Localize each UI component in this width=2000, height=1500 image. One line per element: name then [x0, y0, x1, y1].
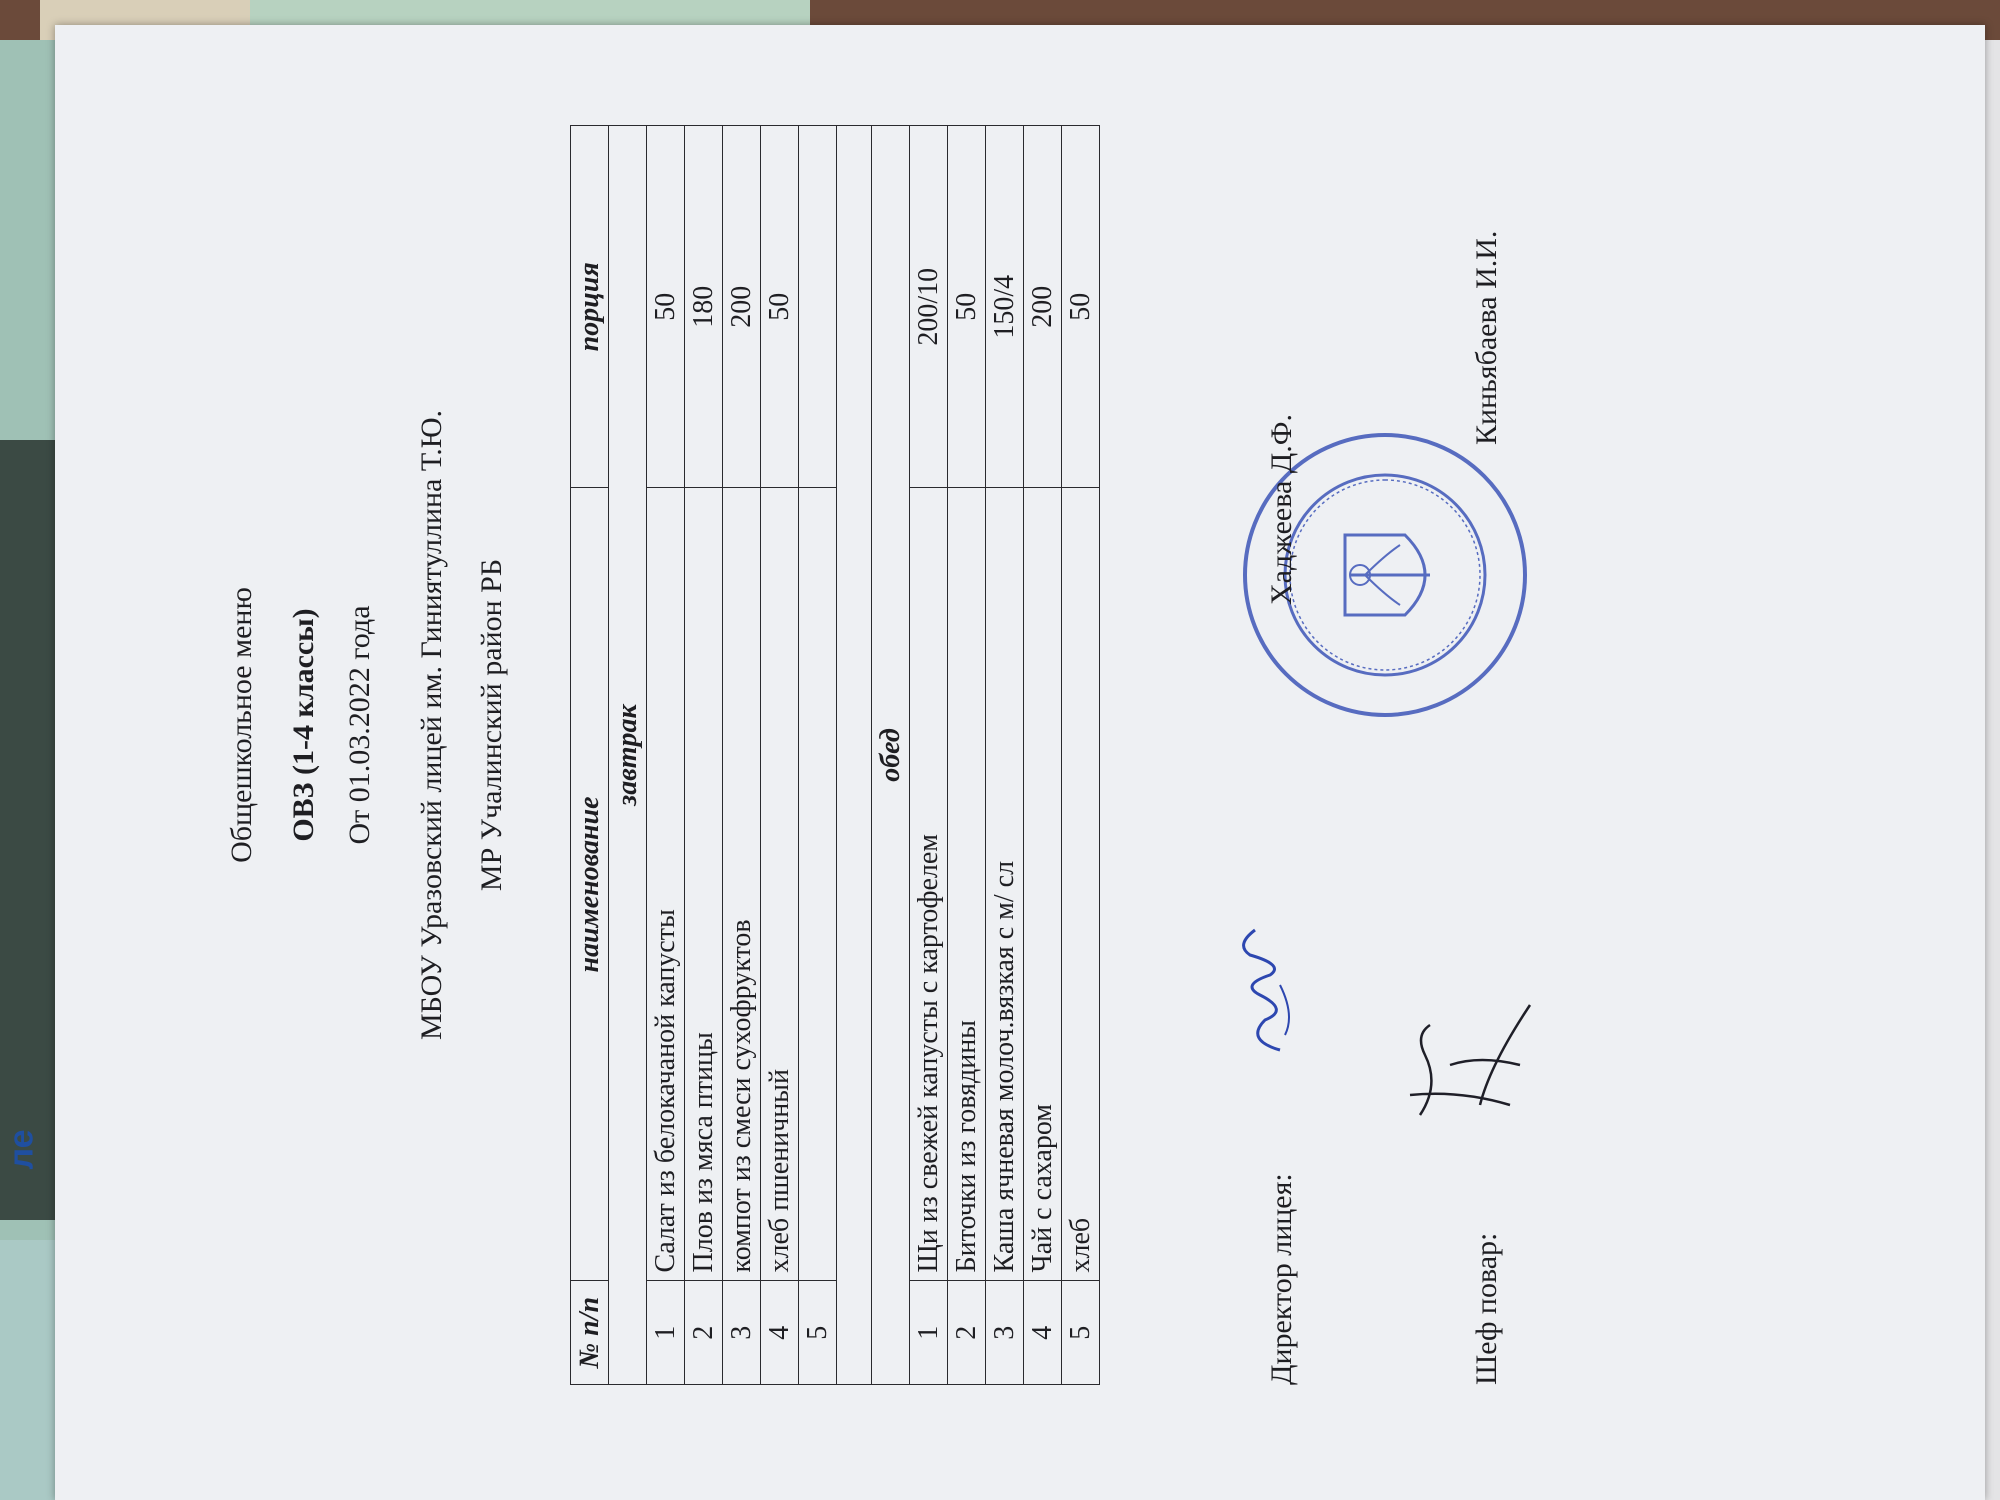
table-row: [723, 126, 761, 1385]
row-num: 4: [1024, 1281, 1062, 1385]
table-row: [948, 126, 986, 1385]
row-name: хлеб пшеничный: [761, 488, 799, 1281]
director-label: Директор лицея:: [1265, 1173, 1298, 1385]
row-num: 1: [910, 1281, 948, 1385]
row-num: 2: [948, 1281, 986, 1385]
row-portion: 150/4: [986, 126, 1024, 488]
chef-signature-line: [1460, 125, 1520, 1385]
row-num: 4: [761, 1281, 799, 1385]
director-name: Хаджеева Д.Ф.: [1265, 414, 1298, 605]
director-signature-line: [1255, 125, 1315, 1385]
document-content: [190, 25, 1730, 1425]
row-num: 2: [685, 1281, 723, 1385]
document-subtitle: ОВЗ (1-4 классы): [287, 608, 320, 842]
row-portion: 50: [1062, 126, 1100, 488]
row-num: 1: [647, 1281, 685, 1385]
section-title: обед: [872, 126, 910, 1385]
background-text: ле: [2, 1129, 41, 1170]
row-portion: [799, 126, 837, 488]
row-portion: 50: [761, 126, 799, 488]
document-date: От 01.03.2022 года: [343, 605, 376, 845]
chef-label: Шеф повар:: [1470, 1232, 1503, 1385]
document-title: Общешкольное меню: [225, 587, 258, 863]
row-name: компот из смеси сухофруктов: [723, 488, 761, 1281]
table-row: [1024, 126, 1062, 1385]
row-name: [799, 488, 837, 1281]
section-lunch: [872, 126, 910, 1385]
menu-sheet: [55, 25, 1985, 1500]
section-breakfast: [609, 126, 647, 1385]
row-name: Салат из белокачаной капусты: [647, 488, 685, 1281]
row-num: 5: [1062, 1281, 1100, 1385]
table-row: [986, 126, 1024, 1385]
header-num: № п/п: [571, 1281, 609, 1385]
spacer-cell: [837, 126, 872, 1385]
row-num: 5: [799, 1281, 837, 1385]
menu-table: [570, 125, 1100, 1385]
header-portion: порция: [571, 126, 609, 488]
row-name: Щи из свежей капусты с картофелем: [910, 488, 948, 1281]
table-header-row: [571, 126, 609, 1385]
row-portion: 200: [723, 126, 761, 488]
row-portion: 180: [685, 126, 723, 488]
district-name: МР Учалинский район РБ: [475, 558, 508, 892]
table-spacer-row: [837, 126, 872, 1385]
table-row: [799, 126, 837, 1385]
table-row: [1062, 126, 1100, 1385]
table-row: [910, 126, 948, 1385]
table-row: [685, 126, 723, 1385]
header-name: наименование: [571, 488, 609, 1281]
row-name: Чай с сахаром: [1024, 488, 1062, 1281]
row-name: Плов из мяса птицы: [685, 488, 723, 1281]
row-name: хлеб: [1062, 488, 1100, 1281]
chef-name: Киньябаева И.И.: [1470, 230, 1503, 445]
row-portion: 50: [647, 126, 685, 488]
row-name: Биточки из говядины: [948, 488, 986, 1281]
row-portion: 200/10: [910, 126, 948, 488]
row-portion: 200: [1024, 126, 1062, 488]
table-row: [761, 126, 799, 1385]
row-num: 3: [986, 1281, 1024, 1385]
table-row: [647, 126, 685, 1385]
row-num: 3: [723, 1281, 761, 1385]
row-portion: 50: [948, 126, 986, 488]
row-name: Каша ячневая молоч.вязкая с м/ сл: [986, 488, 1024, 1281]
school-name: МБОУ Уразовский лицей им. Гиниятуллина Т.Ю.: [415, 409, 448, 1041]
section-title: завтрак: [609, 126, 647, 1385]
